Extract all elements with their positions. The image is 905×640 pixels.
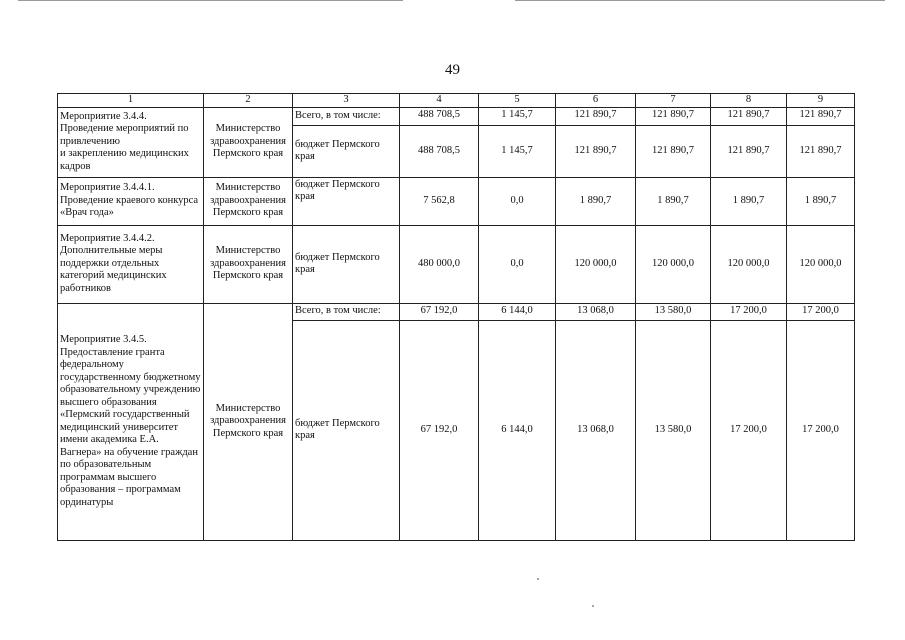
column-header: 3 — [293, 94, 400, 108]
column-header: 8 — [711, 94, 787, 108]
amount: 120 000,0 — [556, 225, 636, 303]
total-value: 1 145,7 — [479, 107, 556, 125]
total-value: 13 580,0 — [636, 303, 711, 320]
top-border-line — [515, 0, 885, 1]
table-row — [58, 177, 855, 225]
header-row — [58, 94, 855, 108]
amount: 480 000,0 — [400, 225, 479, 303]
executor: Министерство здравоохранения Пермского края — [204, 303, 293, 540]
activity-name: Мероприятие 3.4.4.2. Дополнительные меры поддержки отдельных категорий медицинских работников — [58, 225, 204, 303]
amount: 0,0 — [479, 177, 556, 225]
amount: 1 890,7 — [711, 177, 787, 225]
column-header: 7 — [636, 94, 711, 108]
budget-table — [57, 93, 855, 541]
table-row — [58, 225, 855, 303]
amount: 121 890,7 — [556, 125, 636, 177]
total-value: 121 890,7 — [636, 107, 711, 125]
total-value: 17 200,0 — [711, 303, 787, 320]
amount: 1 890,7 — [636, 177, 711, 225]
activity-name: Мероприятие 3.4.4. Проведение мероприятий по привлечению и закреплению медицинских кадров — [58, 107, 204, 177]
amount: 120 000,0 — [787, 225, 855, 303]
amount: 121 890,7 — [711, 125, 787, 177]
amount: 1 890,7 — [787, 177, 855, 225]
amount: 13 068,0 — [556, 320, 636, 540]
amount: 7 562,8 — [400, 177, 479, 225]
total-value: 121 890,7 — [556, 107, 636, 125]
activity-name: Мероприятие 3.4.4.1. Проведение краевого конкурса «Врач года» — [58, 177, 204, 225]
amount: 0,0 — [479, 225, 556, 303]
page-number: 49 — [445, 62, 460, 78]
table-row — [58, 303, 855, 320]
column-header: 6 — [556, 94, 636, 108]
total-value: 67 192,0 — [400, 303, 479, 320]
total-value: 121 890,7 — [711, 107, 787, 125]
amount: 1 890,7 — [556, 177, 636, 225]
total-value: 17 200,0 — [787, 303, 855, 320]
amount: 488 708,5 — [400, 125, 479, 177]
scan-speck — [537, 578, 539, 580]
amount: 1 145,7 — [479, 125, 556, 177]
table-row — [58, 107, 855, 125]
total-value: 13 068,0 — [556, 303, 636, 320]
executor: Министерство здравоохранения Пермского края — [204, 107, 293, 177]
amount: 120 000,0 — [636, 225, 711, 303]
amount: 17 200,0 — [711, 320, 787, 540]
total-value: 121 890,7 — [787, 107, 855, 125]
funding-source: бюджет Пермского края — [293, 225, 400, 303]
total-value: 6 144,0 — [479, 303, 556, 320]
amount: 121 890,7 — [636, 125, 711, 177]
column-header: 9 — [787, 94, 855, 108]
total-label: Всего, в том числе: — [293, 107, 400, 125]
top-border-line — [18, 0, 403, 1]
column-header: 5 — [479, 94, 556, 108]
amount: 67 192,0 — [400, 320, 479, 540]
funding-source: бюджет Пермского края — [293, 320, 400, 540]
amount: 120 000,0 — [711, 225, 787, 303]
amount: 17 200,0 — [787, 320, 855, 540]
amount: 121 890,7 — [787, 125, 855, 177]
funding-source: бюджет Пермского края — [293, 125, 400, 177]
amount: 13 580,0 — [636, 320, 711, 540]
funding-source: бюджет Пермского края — [293, 177, 400, 225]
executor: Министерство здравоохранения Пермского края — [204, 225, 293, 303]
total-label: Всего, в том числе: — [293, 303, 400, 320]
amount: 6 144,0 — [479, 320, 556, 540]
activity-name: Мероприятие 3.4.5. Предоставление гранта федеральному государственному бюджетному образовательному учреждению высшего образования «Пермский государственный медицинский университет имени академика Е.А. Вагнера» на обучение граждан по образовательным программам высшего образования – программам ординатуры — [58, 303, 204, 540]
column-header: 1 — [58, 94, 204, 108]
scan-speck — [592, 605, 594, 607]
total-value: 488 708,5 — [400, 107, 479, 125]
column-header: 2 — [204, 94, 293, 108]
executor: Министерство здравоохранения Пермского края — [204, 177, 293, 225]
column-header: 4 — [400, 94, 479, 108]
